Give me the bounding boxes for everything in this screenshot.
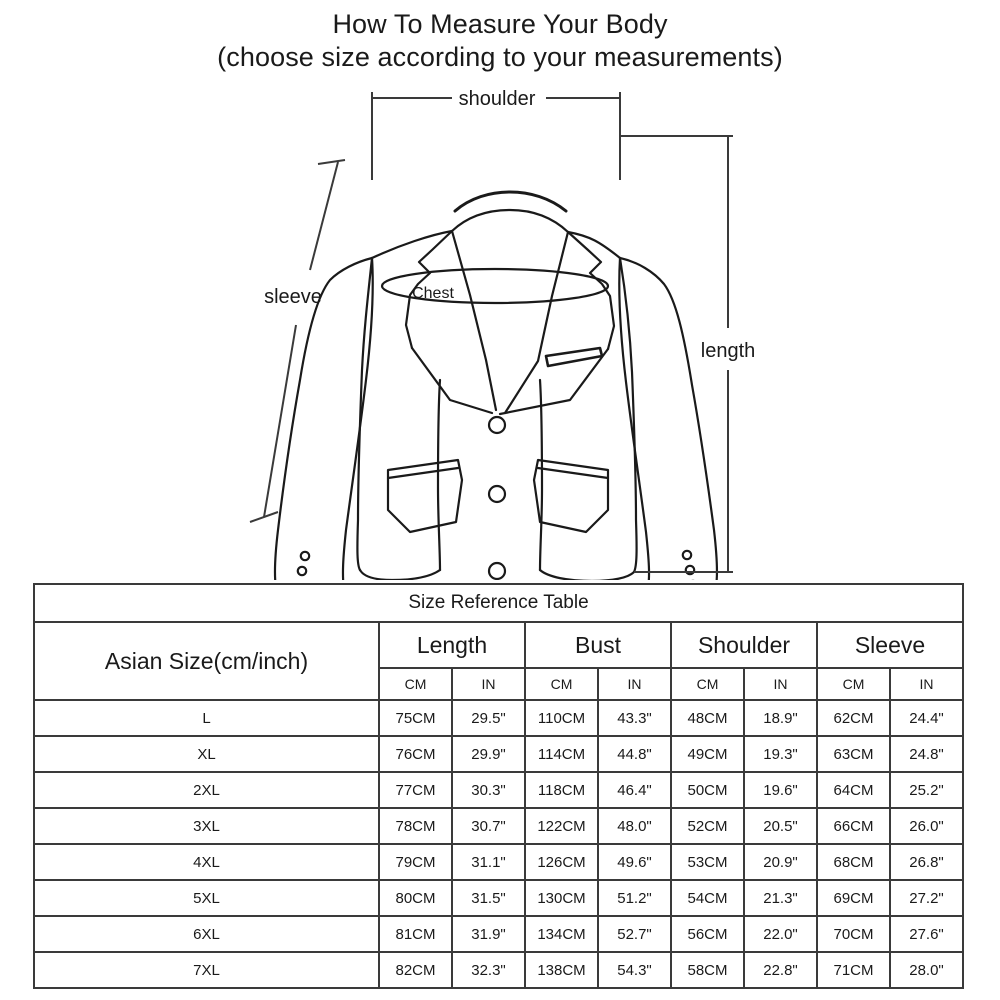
cell-length-in: 31.5" <box>452 880 525 916</box>
cell-shoulder-in: 18.9" <box>744 700 817 736</box>
jacket-right-cuff-button-1 <box>683 551 691 559</box>
table-row <box>34 772 963 808</box>
header-unit-length-in: IN <box>452 668 525 700</box>
cell-sleeve-cm: 70CM <box>817 916 890 952</box>
jacket-front-button-2 <box>489 486 505 502</box>
cell-bust-cm: 138CM <box>525 952 598 988</box>
size-name: L <box>34 700 379 736</box>
cell-shoulder-in: 20.9" <box>744 844 817 880</box>
cell-bust-cm: 126CM <box>525 844 598 880</box>
jacket-left-cuff-button-2 <box>298 567 306 575</box>
size-name: 2XL <box>34 772 379 808</box>
sleeve-dimension <box>250 160 345 522</box>
cell-shoulder-cm: 50CM <box>671 772 744 808</box>
table-row <box>34 736 963 772</box>
cell-bust-in: 48.0" <box>598 808 671 844</box>
cell-sleeve-cm: 63CM <box>817 736 890 772</box>
size-reference-table-container <box>33 583 963 989</box>
cell-sleeve-cm: 68CM <box>817 844 890 880</box>
jacket-breast-pocket-welt <box>546 348 602 366</box>
header-group-length: Length <box>379 622 525 668</box>
jacket-right-lapel-roll <box>505 232 568 413</box>
jacket-left-lapel-point <box>412 348 492 413</box>
table-caption-row <box>34 584 963 622</box>
header-asian-size: Asian Size(cm/inch) <box>34 622 379 700</box>
table-row <box>34 700 963 736</box>
cell-shoulder-cm: 48CM <box>671 700 744 736</box>
cell-length-cm: 81CM <box>379 916 452 952</box>
cell-bust-cm: 110CM <box>525 700 598 736</box>
cell-shoulder-in: 22.0" <box>744 916 817 952</box>
page-title <box>0 8 1000 74</box>
header-unit-length-cm: CM <box>379 668 452 700</box>
jacket-right-body-edge <box>620 258 637 572</box>
cell-length-in: 32.3" <box>452 952 525 988</box>
header-group-bust: Bust <box>525 622 671 668</box>
cell-sleeve-in: 26.0" <box>890 808 963 844</box>
cell-length-in: 31.9" <box>452 916 525 952</box>
header-unit-bust-cm: CM <box>525 668 598 700</box>
cell-bust-cm: 134CM <box>525 916 598 952</box>
cell-length-cm: 75CM <box>379 700 452 736</box>
size-name: XL <box>34 736 379 772</box>
size-name: 3XL <box>34 808 379 844</box>
size-name: 4XL <box>34 844 379 880</box>
cell-shoulder-in: 19.6" <box>744 772 817 808</box>
header-group-shoulder: Shoulder <box>671 622 817 668</box>
cell-sleeve-cm: 71CM <box>817 952 890 988</box>
jacket-left-hem <box>360 570 440 580</box>
jacket-center-front-left <box>438 380 440 570</box>
cell-sleeve-in: 26.8" <box>890 844 963 880</box>
title-line-primary: How To Measure Your Body <box>332 9 668 39</box>
cell-sleeve-cm: 62CM <box>817 700 890 736</box>
cell-length-cm: 79CM <box>379 844 452 880</box>
jacket-front-button-1 <box>489 417 505 433</box>
jacket-center-front-right <box>540 380 542 570</box>
cell-shoulder-in: 21.3" <box>744 880 817 916</box>
cell-length-in: 29.5" <box>452 700 525 736</box>
cell-bust-cm: 130CM <box>525 880 598 916</box>
header-unit-sleeve-in: IN <box>890 668 963 700</box>
cell-sleeve-in: 27.6" <box>890 916 963 952</box>
cell-length-cm: 77CM <box>379 772 452 808</box>
cell-bust-in: 46.4" <box>598 772 671 808</box>
measurement-diagram <box>0 80 1000 580</box>
cell-sleeve-cm: 64CM <box>817 772 890 808</box>
jacket-collar-outer <box>455 192 566 211</box>
table-body <box>34 700 963 988</box>
jacket-right-hem <box>540 570 634 580</box>
cell-length-cm: 76CM <box>379 736 452 772</box>
cell-bust-in: 44.8" <box>598 736 671 772</box>
sleeve-rule-lower <box>264 325 296 517</box>
cell-sleeve-cm: 66CM <box>817 808 890 844</box>
cell-length-cm: 80CM <box>379 880 452 916</box>
table-row <box>34 880 963 916</box>
cell-bust-cm: 122CM <box>525 808 598 844</box>
table-row <box>34 844 963 880</box>
cell-bust-cm: 114CM <box>525 736 598 772</box>
length-dimension-label: length <box>700 340 756 362</box>
cell-shoulder-cm: 54CM <box>671 880 744 916</box>
cell-shoulder-in: 19.3" <box>744 736 817 772</box>
size-reference-table <box>33 583 964 989</box>
header-group-sleeve: Sleeve <box>817 622 963 668</box>
shoulder-dimension-label: shoulder <box>458 88 536 110</box>
cell-bust-in: 51.2" <box>598 880 671 916</box>
cell-sleeve-in: 24.8" <box>890 736 963 772</box>
size-name: 5XL <box>34 880 379 916</box>
sleeve-tick-top <box>318 160 345 164</box>
cell-shoulder-cm: 49CM <box>671 736 744 772</box>
cell-length-cm: 78CM <box>379 808 452 844</box>
cell-sleeve-in: 28.0" <box>890 952 963 988</box>
jacket-left-cuff-button-1 <box>301 552 309 560</box>
header-unit-shoulder-cm: CM <box>671 668 744 700</box>
cell-sleeve-in: 25.2" <box>890 772 963 808</box>
cell-length-in: 30.3" <box>452 772 525 808</box>
cell-sleeve-cm: 69CM <box>817 880 890 916</box>
cell-sleeve-in: 27.2" <box>890 880 963 916</box>
title-line-secondary: (choose size according to your measurements) <box>217 41 783 72</box>
table-caption: Size Reference Table <box>34 584 963 622</box>
cell-shoulder-in: 20.5" <box>744 808 817 844</box>
header-unit-sleeve-cm: CM <box>817 668 890 700</box>
cell-length-in: 30.7" <box>452 808 525 844</box>
sleeve-dimension-label: sleeve <box>264 286 322 308</box>
header-unit-bust-in: IN <box>598 668 671 700</box>
jacket-left-lapel-roll <box>452 231 496 410</box>
cell-bust-in: 54.3" <box>598 952 671 988</box>
cell-shoulder-cm: 56CM <box>671 916 744 952</box>
cell-bust-in: 49.6" <box>598 844 671 880</box>
cell-length-in: 31.1" <box>452 844 525 880</box>
jacket-front-button-3 <box>489 563 505 579</box>
table-row <box>34 916 963 952</box>
header-unit-shoulder-in: IN <box>744 668 817 700</box>
jacket-left-shoulder-seam <box>372 231 452 258</box>
size-name: 7XL <box>34 952 379 988</box>
jacket-left-body-edge <box>357 258 372 570</box>
cell-length-cm: 82CM <box>379 952 452 988</box>
table-row <box>34 952 963 988</box>
cell-bust-in: 43.3" <box>598 700 671 736</box>
cell-bust-cm: 118CM <box>525 772 598 808</box>
table-row <box>34 808 963 844</box>
cell-length-in: 29.9" <box>452 736 525 772</box>
cell-sleeve-in: 24.4" <box>890 700 963 736</box>
chest-dimension-label: Chest <box>412 285 454 302</box>
table-group-header-row <box>34 622 963 668</box>
jacket-collar-inner <box>452 210 568 232</box>
sleeve-rule-upper <box>310 162 338 270</box>
cell-shoulder-cm: 58CM <box>671 952 744 988</box>
jacket-left-pocket-flap <box>388 460 462 532</box>
size-name: 6XL <box>34 916 379 952</box>
cell-shoulder-in: 22.8" <box>744 952 817 988</box>
cell-shoulder-cm: 53CM <box>671 844 744 880</box>
cell-bust-in: 52.7" <box>598 916 671 952</box>
jacket-right-pocket-flap <box>534 460 608 532</box>
cell-shoulder-cm: 52CM <box>671 808 744 844</box>
